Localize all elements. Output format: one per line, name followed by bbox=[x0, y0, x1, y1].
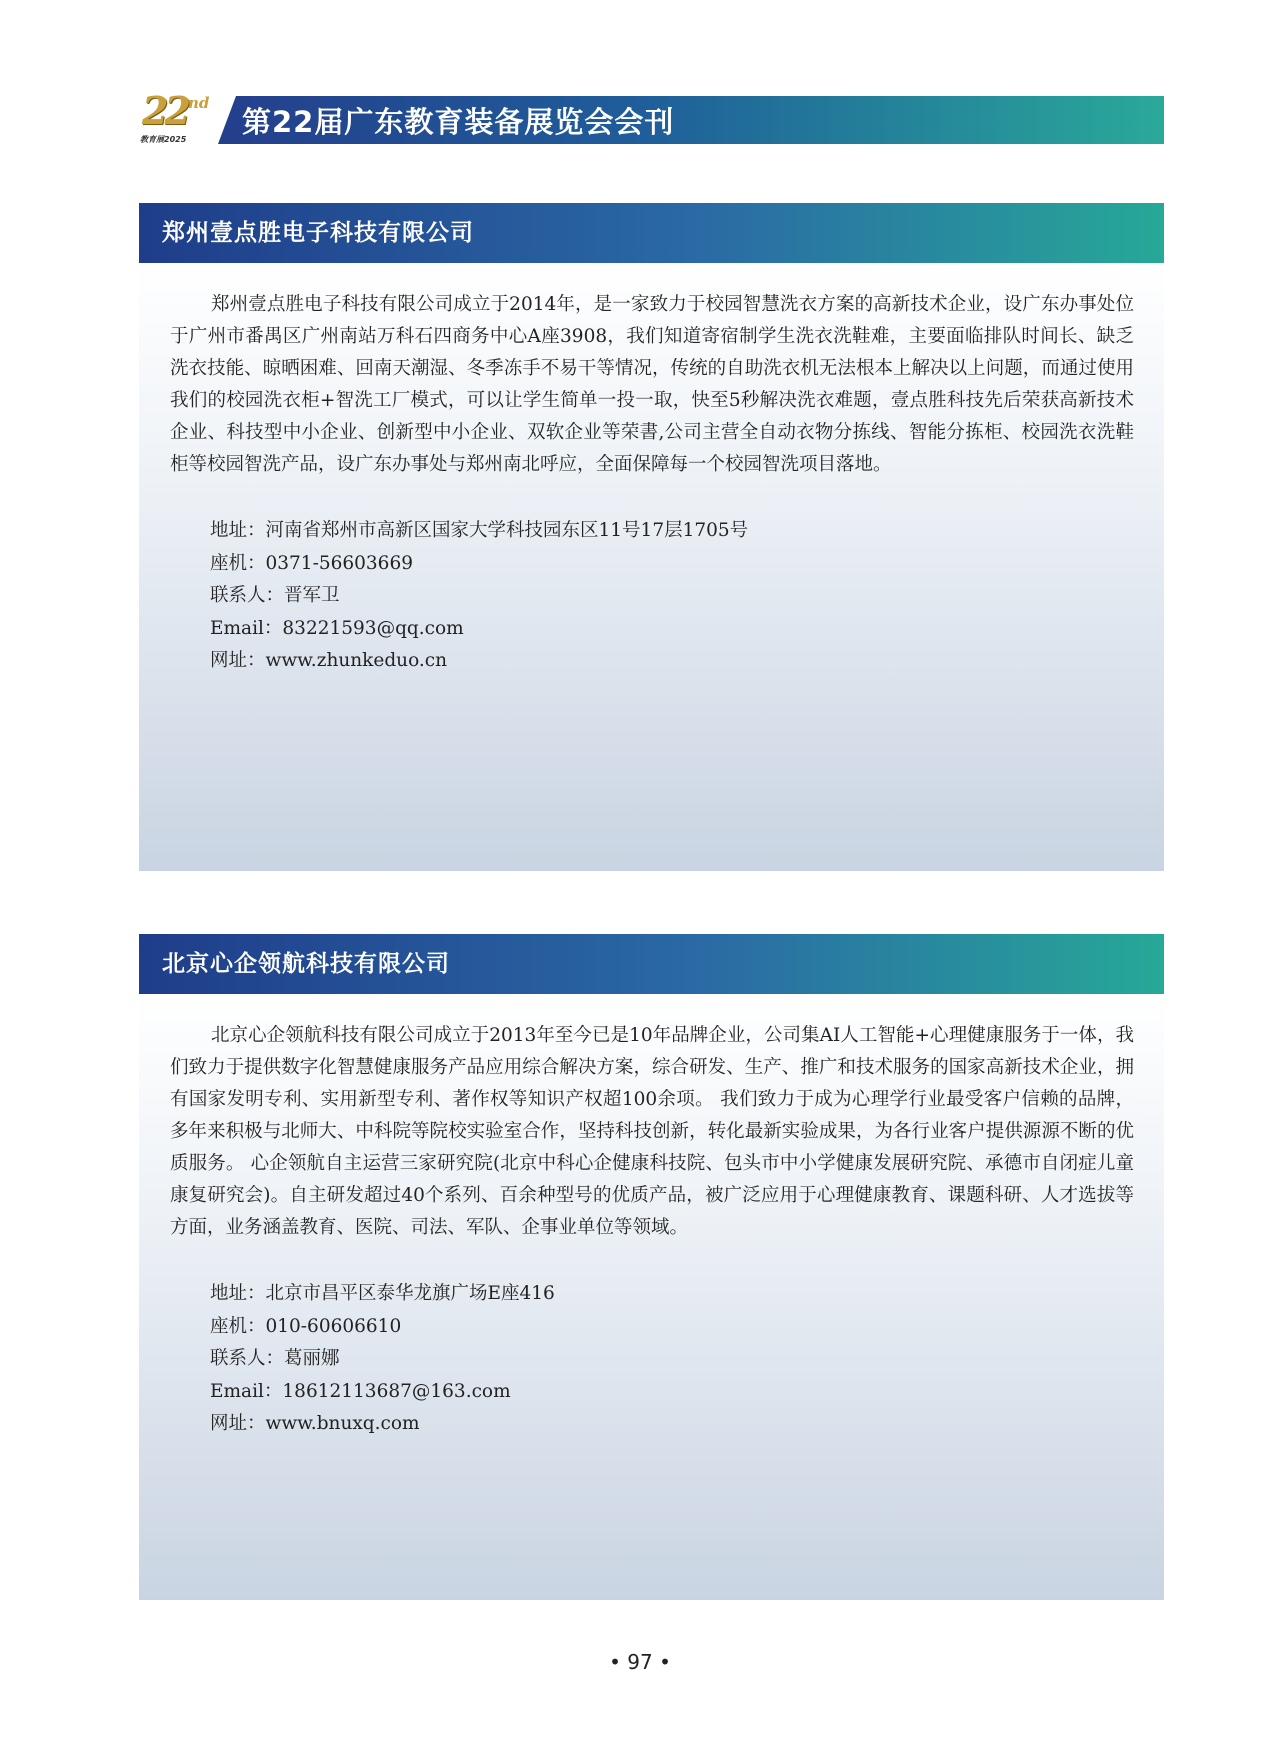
address: 地址：北京市昌平区泰华龙旗广场E座416 bbox=[210, 1283, 555, 1304]
company-name: 郑州壹点胜电子科技有限公司 bbox=[139, 203, 1164, 263]
contact-info bbox=[170, 1278, 1134, 1441]
address: 地址：河南省郑州市高新区国家大学科技园东区11号17层1705号 bbox=[210, 520, 749, 541]
website: 网址：www.bnuxq.com bbox=[210, 1413, 420, 1434]
phone: 座机：0371-56603669 bbox=[210, 552, 413, 574]
company-name: 北京心企领航科技有限公司 bbox=[139, 934, 1164, 994]
expo-logo bbox=[138, 88, 210, 144]
company-section bbox=[139, 203, 1164, 871]
logo-number: 22 bbox=[142, 88, 187, 133]
page-header bbox=[138, 88, 1164, 146]
phone: 座机：010-60606610 bbox=[210, 1315, 402, 1337]
contact-person: 联系人：晋军卫 bbox=[210, 585, 340, 606]
logo-suffix: nd bbox=[188, 94, 210, 112]
company-description: 北京心企领航科技有限公司成立于2013年至今已是10年品牌企业，公司集AI人工智能+心理健康服务于一体，我们致力于提供数字化智慧健康服务产品应用综合解决方案，综合研发、生产、推广和技术服务的国家高新技术企业，拥有国家发明专利、实用新型专利、著作权等知识产权超100余项。 我们致力于成为心理学行业最受客户信赖的品牌，多年来积极与北师大、中科院等院校实验室合作，坚持科技创新，转化最新实验成果，为各行业客户提供源源不断的优质服务。 心企领航自主运营三家研究院(北京中科心企健康科技院、包头市中小学健康发展研究院、承德市自闭症儿童康复研究会)。自主研发超过40个系列、百余种型号的优质产品，被广泛应用于心理健康教育、课题科研、人才选拔等方面，业务涵盖教育、医院、司法、军队、企事业单位等领域。 bbox=[170, 1025, 1134, 1238]
contact-person: 联系人：葛丽娜 bbox=[210, 1348, 340, 1369]
email: Email：83221593@qq.com bbox=[210, 617, 464, 639]
logo-caption: 教育展2025 bbox=[140, 135, 187, 144]
website: 网址：www.zhunkeduo.cn bbox=[210, 650, 448, 671]
company-description: 郑州壹点胜电子科技有限公司成立于2014年，是一家致力于校园智慧洗衣方案的高新技术企业，设广东办事处位于广州市番禺区广州南站万科石四商务中心A座3908，我们知道寄宿制学生洗衣洗鞋难，主要面临排队时间长、缺乏洗衣技能、晾晒困难、回南天潮湿、冬季冻手不易干等情况，传统的自助洗衣机无法根本上解决以上问题，而通过使用我们的校园洗衣柜+智洗工厂模式，可以让学生简单一投一取，快至5秒解决洗衣难题，壹点胜科技先后荣获高新技术企业、科技型中小企业、创新型中小企业、双软企业等荣書,公司主营全自动衣物分拣线、智能分拣柜、校园洗衣洗鞋柜等校园智洗产品，设广东办事处与郑州南北呼应，全面保障每一个校园智洗项目落地。 bbox=[170, 294, 1134, 475]
company-body bbox=[139, 263, 1164, 871]
company-body bbox=[139, 994, 1164, 1600]
page-number: • 97 • bbox=[609, 1650, 671, 1674]
company-section bbox=[139, 934, 1164, 1600]
page-title: 第22届广东教育装备展览会会刊 bbox=[242, 105, 675, 139]
contact-info bbox=[170, 515, 1134, 678]
email: Email：18612113687@163.com bbox=[210, 1380, 511, 1402]
